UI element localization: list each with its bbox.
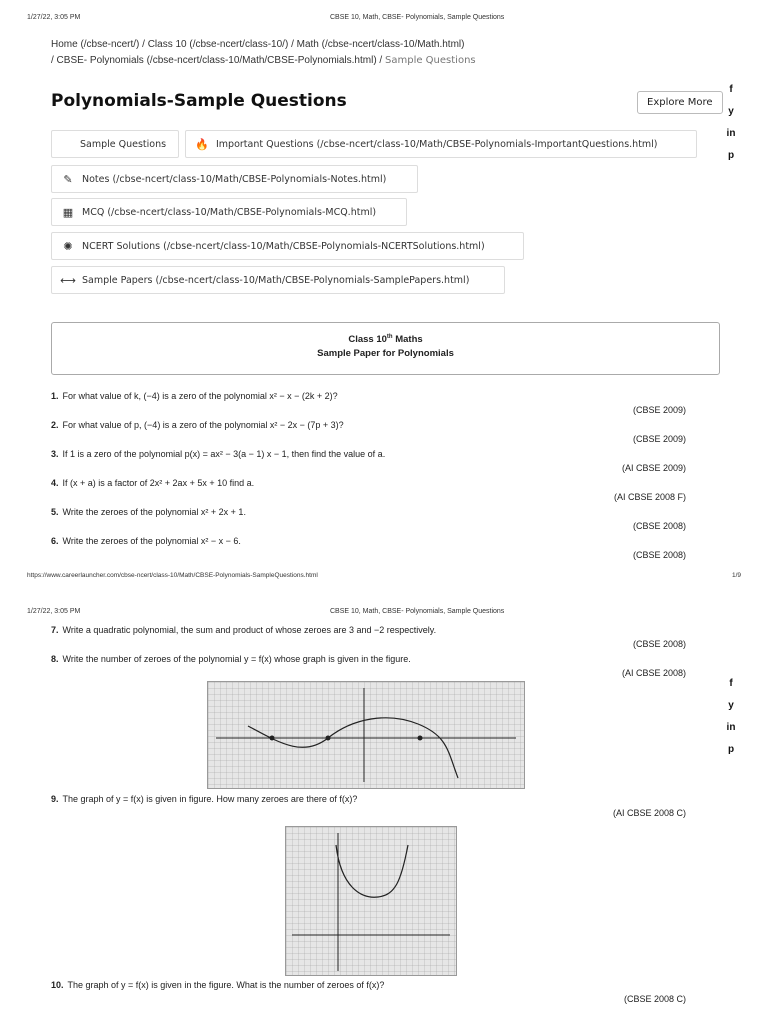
paper-class-title: Class 10th Maths	[348, 334, 423, 346]
dumbbell-icon: ⟷	[60, 273, 76, 287]
question: 6. Write the zeroes of the polynomial x² − x − 6.	[51, 536, 241, 546]
zero-point	[418, 736, 423, 741]
zero-point	[326, 736, 331, 741]
graph-q8	[207, 681, 525, 789]
question: 8. Write the number of zeroes of the polynomial y = f(x) whose graph is given in the figure.	[51, 654, 411, 664]
question-source: (AI CBSE 2009)	[621, 463, 686, 473]
paper-heading-box	[51, 322, 720, 375]
question: 10. The graph of y = f(x) is given in the figure. What is the number of zeroes of f(x)?	[51, 980, 385, 990]
graph-grid	[208, 682, 524, 788]
paper-subtitle: Sample Paper for Polynomials	[317, 348, 454, 360]
linkedin-icon[interactable]: in	[726, 128, 736, 139]
bulb-icon: ✺	[63, 239, 73, 253]
notes-icon: ✎	[63, 172, 73, 186]
graph-grid	[286, 827, 456, 975]
question-source: (CBSE 2008)	[632, 550, 686, 560]
question-source: (CBSE 2009)	[632, 434, 686, 444]
explore-more-button[interactable]: Explore More	[637, 91, 723, 114]
question-source: (CBSE 2009)	[632, 405, 686, 415]
graph-q9	[285, 826, 457, 976]
tab-ncert-solutions[interactable]	[51, 232, 524, 260]
question: 5. Write the zeroes of the polynomial x² + 2x + 1.	[51, 507, 246, 517]
pinterest-icon[interactable]: p	[727, 150, 735, 161]
tab-label: MCQ (/cbse-ncert/class-10/Math/CBSE-Polynomials-MCQ.html)	[82, 206, 377, 218]
print-header-title: CBSE 10, Math, CBSE- Polynomials, Sample Questions	[330, 14, 505, 21]
twitter-icon[interactable]: y	[728, 700, 734, 711]
tab-label: NCERT Solutions (/cbse-ncert/class-10/Math/CBSE-Polynomials-NCERTSolutions.html)	[82, 240, 485, 252]
question-source: (CBSE 2008 C)	[623, 994, 686, 1004]
fire-icon: 🔥	[195, 137, 209, 151]
zero-point	[270, 736, 275, 741]
question: 3. If 1 is a zero of the polynomial p(x) = ax² − 3(a − 1) x − 1, then find the value of a.	[51, 449, 386, 459]
breadcrumb	[51, 37, 476, 69]
question-source: (AI CBSE 2008)	[621, 668, 686, 678]
tab-mcq[interactable]	[51, 198, 407, 226]
breadcrumb-current: Sample Questions	[385, 55, 476, 66]
page-title: Polynomials-Sample Questions	[51, 91, 347, 111]
question: 4. If (x + a) is a factor of 2x² + 2ax + 5x + 10 find a.	[51, 478, 255, 488]
question: 7. Write a quadratic polynomial, the sum and product of whose zeroes are 3 and −2 respectively.	[51, 625, 437, 635]
tab-label: Sample Questions	[80, 138, 167, 150]
pinterest-icon[interactable]: p	[727, 744, 735, 755]
twitter-icon[interactable]: y	[728, 106, 734, 117]
breadcrumb-line-2[interactable]: / CBSE- Polynomials (/cbse-ncert/class-10/Math/CBSE-Polynomials.html) /	[51, 55, 383, 66]
question-source: (CBSE 2008)	[632, 639, 686, 649]
question: 1. For what value of k, (−4) is a zero of the polynomial x² − x − (2k + 2)?	[51, 391, 338, 401]
print-footer-url: https://www.careerlauncher.com/cbse-ncert/class-10/Math/CBSE-Polynomials-SampleQuestions.html	[27, 572, 318, 579]
question-source: (CBSE 2008)	[632, 521, 686, 531]
question: 9. The graph of y = f(x) is given in figure. How many zeroes are there of f(x)?	[51, 794, 358, 804]
linkedin-icon[interactable]: in	[726, 722, 736, 733]
tab-notes[interactable]	[51, 165, 418, 193]
tab-label: Sample Papers (/cbse-ncert/class-10/Math/CBSE-Polynomials-SamplePapers.html)	[82, 274, 470, 286]
question-source: (AI CBSE 2008 C)	[612, 808, 686, 818]
question: 2. For what value of p, (−4) is a zero of the polynomial x² − 2x − (7p + 3)?	[51, 420, 344, 430]
tab-label: Important Questions (/cbse-ncert/class-10/Math/CBSE-Polynomials-ImportantQuestions.html)	[216, 138, 658, 150]
tab-sample-papers[interactable]	[51, 266, 505, 294]
print-header-date: 1/27/22, 3:05 PM	[27, 14, 81, 21]
question-source: (AI CBSE 2008 F)	[613, 492, 686, 502]
mcq-icon: ▦	[62, 205, 74, 219]
print-header-title: CBSE 10, Math, CBSE- Polynomials, Sample Questions	[330, 608, 505, 615]
tab-label: Notes (/cbse-ncert/class-10/Math/CBSE-Polynomials-Notes.html)	[82, 173, 387, 185]
print-header-date: 1/27/22, 3:05 PM	[27, 608, 81, 615]
tab-sample-questions[interactable]	[51, 130, 179, 158]
breadcrumb-line-1[interactable]: Home (/cbse-ncert/) / Class 10 (/cbse-ncert/class-10/) / Math (/cbse-ncert/class-10/Math.html)	[51, 39, 465, 50]
tab-important-questions[interactable]	[185, 130, 697, 158]
facebook-icon[interactable]: f	[729, 84, 733, 95]
print-footer-page: 1/9	[732, 572, 742, 579]
facebook-icon[interactable]: f	[729, 678, 733, 689]
